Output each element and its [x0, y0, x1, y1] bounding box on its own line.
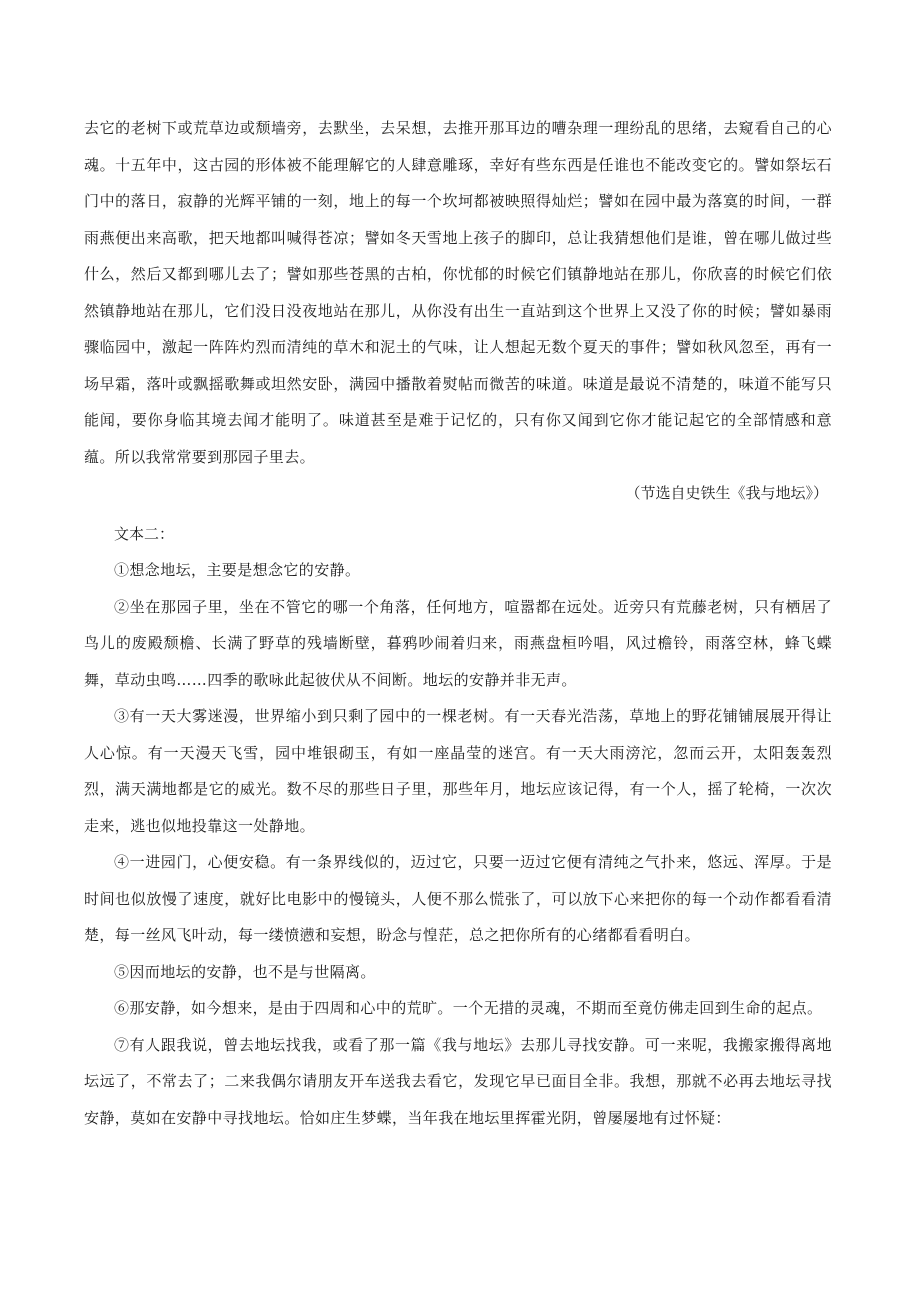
text1-paragraph: 去它的老树下或荒草边或颓墙旁，去默坐，去呆想，去推开那耳边的嘈杂理一理纷乱的思绪，去窥看自己的心魂。十五年中，这古园的形体被不能理解它的人肆意雕琢，幸好有些东西是任谁也不能改变它的。譬如祭坛石门中的落日，寂静的光辉平铺的一刻，地上的每一个坎坷都被映照得灿烂；譬如在园中最为落寞的时间，一群雨燕便出来高歌，把天地都叫喊得苍凉；譬如冬天雪地上孩子的脚印，总让我猜想他们是谁，曾在哪儿做过些什么，然后又都到哪儿去了；譬如那些苍黑的古柏，你忧郁的时候它们镇静地站在那儿，你欣喜的时候它们依然镇静地站在那儿，它们没日没夜地站在那儿，从你没有出生一直站到这个世界上又没了你的时候；譬如暴雨骤临园中，激起一阵阵灼烈而清纯的草木和泥土的气味，让人想起无数个夏天的事件；譬如秋风忽至，再有一场早霜，落叶或飘摇歌舞或坦然安卧，满园中播散着熨帖而微苦的味道。味道是最说不清楚的，味道不能写只能闻，要你身临其境去闻才能明了。味道甚至是难于记忆的，只有你又闻到它你才能记起它的全部情感和意蕴。所以我常常要到那园子里去。	[84, 119, 832, 466]
text1-source-citation: （节选自史铁生《我与地坛》）	[625, 484, 828, 502]
text2-paragraph-1: ①想念地坛，主要是想念它的安静。	[114, 561, 361, 579]
text2-label: 文本二：	[114, 524, 175, 543]
text2-paragraph-6: ⑥那安静，如今想来，是由于四周和心中的荒旷。一个无措的灵魂，不期而至竟仿佛走回到生命的起点。	[114, 999, 823, 1017]
document-page	[84, 110, 832, 1136]
text2-paragraph-7: ⑦有人跟我说，曾去地坛找我，或看了那一篇《我与地坛》去那儿寻找安静。可一来呢，我搬家搬得离地坛远了，不常去了；二来我偶尔请朋友开车送我去看它，发现它早已面目全非。我想，那就不必再去地坛寻找安静，莫如在安静中寻找地坛。恰如庄生梦蝶，当年我在地坛里挥霍光阴，曾屡屡地有过怀疑：	[84, 1035, 832, 1127]
text2-paragraph-5: ⑤因而地坛的安静，也不是与世隔离。	[114, 962, 376, 981]
text2-paragraph-3: ③有一天大雾迷漫，世界缩小到只剩了园中的一棵老树。有一天春光浩荡，草地上的野花铺铺展展开得让人心惊。有一天漫天飞雪，园中堆银砌玉，有如一座晶莹的迷宫。有一天大雨滂沱，忽而云开，太阳轰轰烈烈，满天满地都是它的威光。数不尽的那些日子里，那些年月，地坛应该记得，有一个人，摇了轮椅，一次次走来，逃也似地投靠这一处静地。	[84, 707, 832, 835]
text2-paragraph-2: ②坐在那园子里，坐在不管它的哪一个角落，任何地方，喧嚣都在远处。近旁只有荒藤老树，只有栖居了鸟儿的废殿颓檐、长满了野草的残墙断壁，暮鸦吵闹着归来，雨燕盘桓吟唱，风过檐铃，雨落空林，蜂飞蝶舞，草动虫鸣……四季的歌咏此起彼伏从不间断。地坛的安静并非无声。	[84, 597, 832, 689]
text2-paragraph-4: ④一进园门，心便安稳。有一条界线似的，迈过它，只要一迈过它便有清纯之气扑来，悠远、浑厚。于是时间也似放慢了速度，就好比电影中的慢镜头，人便不那么慌张了，可以放下心来把你的每一个动作都看看清楚，每一丝风飞叶动，每一缕愤懑和妄想，盼念与惶茫，总之把你所有的心绪都看看明白。	[84, 853, 832, 944]
